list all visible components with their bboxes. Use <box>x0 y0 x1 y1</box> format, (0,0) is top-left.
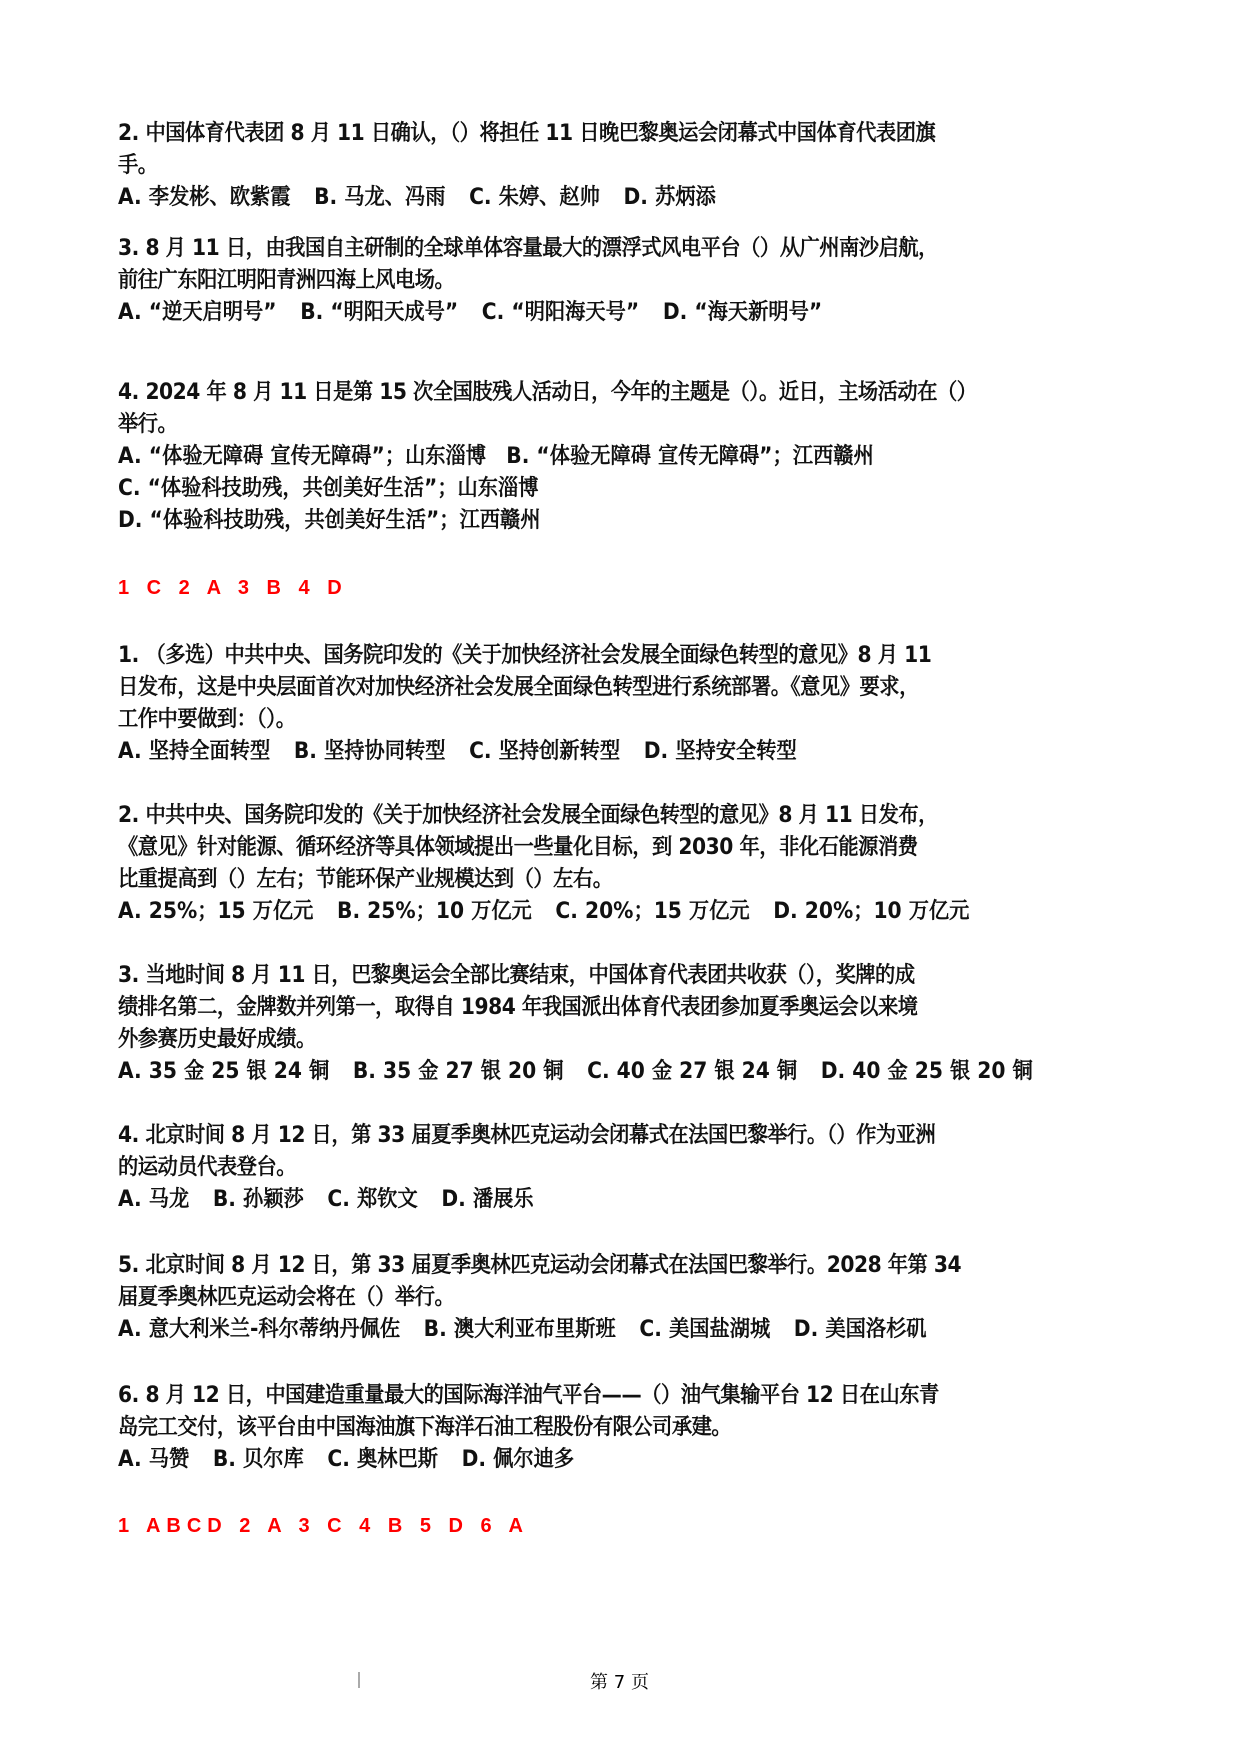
option-b: B. 35 金 27 银 20 铜 <box>352 1059 564 1084</box>
question-text: 《意见》针对能源、循环经济等具体领域提出一些量化目标，到 2030 年，非化石能源消费 <box>118 835 918 860</box>
option-c: C. 奥林巴斯 <box>327 1447 438 1472</box>
question-text: 3. 当地时间 8 月 11 日，巴黎奥运会全部比赛结束，中国体育代表团共收获（），奖牌的成 <box>118 963 915 988</box>
option-a: A. 意大利米兰-科尔蒂纳丹佩佐 <box>118 1317 401 1342</box>
option-d: D. “海天新明号” <box>662 300 823 325</box>
question-s2-q4 <box>118 1120 1128 1216</box>
question-text: 举行。 <box>118 412 178 437</box>
option-a: A. 马赞 <box>118 1447 190 1472</box>
option-b: B. 孙颖莎 <box>212 1187 304 1212</box>
option-d: D. 40 金 25 银 20 铜 <box>820 1059 1033 1084</box>
option-a: A. 李发彬、欧紫霞 <box>118 185 291 210</box>
option-b: B. 澳大利亚布里斯班 <box>423 1317 616 1342</box>
question-s1-q2 <box>118 118 1128 214</box>
option-c: C. 40 金 27 银 24 铜 <box>587 1059 798 1084</box>
question-text: 比重提高到（）左右；节能环保产业规模达到（）左右。 <box>118 867 613 892</box>
option-d: D. 20%；10 万亿元 <box>773 899 970 924</box>
options-row <box>118 736 1047 768</box>
options-line: D. “体验科技助残，共创美好生活”；江西赣州 <box>118 508 541 533</box>
options-row <box>118 182 1047 214</box>
option-d: D. 坚持安全转型 <box>643 739 797 764</box>
question-text: 日发布，这是中央层面首次对加快经济社会发展全面绿色转型进行系统部署。《意见》要求， <box>118 675 919 700</box>
options-row <box>118 1184 1047 1216</box>
question-text: 手。 <box>118 153 158 178</box>
options-row <box>118 297 1047 329</box>
option-d: D. 苏炳添 <box>623 185 716 210</box>
option-a: A. 35 金 25 银 24 铜 <box>118 1059 330 1084</box>
question-text: 6. 8 月 12 日，中国建造重量最大的国际海洋油气平台——（）油气集输平台 12 日在山东青 <box>118 1383 939 1408</box>
option-a: A. “逆天启明号” <box>118 300 277 325</box>
question-text: 岛完工交付，该平台由中国海油旗下海洋石油工程股份有限公司承建。 <box>118 1415 732 1440</box>
question-text: 届夏季奥林匹克运动会将在（）举行。 <box>118 1285 455 1310</box>
question-s2-q5 <box>118 1250 1128 1346</box>
option-c: C. “明阳海天号” <box>481 300 640 325</box>
option-b: B. 25%；10 万亿元 <box>337 899 532 924</box>
answer-key-section1: 1 C 2 A 3 B 4 D <box>118 577 348 599</box>
option-b: B. “明阳天成号” <box>300 300 459 325</box>
option-c: C. 朱婷、赵帅 <box>469 185 600 210</box>
question-text: 外参赛历史最好成绩。 <box>118 1027 316 1052</box>
question-text: 的运动员代表登台。 <box>118 1155 297 1180</box>
question-text: 3. 8 月 11 日，由我国自主研制的全球单体容量最大的漂浮式风电平台（）从广州南沙启航， <box>118 236 938 261</box>
question-text: 前往广东阳江明阳青洲四海上风电场。 <box>118 268 455 293</box>
question-text: 2. 中国体育代表团 8 月 11 日确认，（）将担任 11 日晚巴黎奥运会闭幕式中国体育代表团旗 <box>118 121 936 146</box>
question-s2-q6 <box>118 1380 1128 1476</box>
options-row <box>118 1314 1047 1346</box>
question-s2-q2 <box>118 800 1128 928</box>
question-text: 4. 北京时间 8 月 12 日，第 33 届夏季奥林匹克运动会闭幕式在法国巴黎举行。（）作为亚洲 <box>118 1123 936 1148</box>
option-c: C. 坚持创新转型 <box>469 739 621 764</box>
option-a: A. 25%；15 万亿元 <box>118 899 314 924</box>
question-s2-q1 <box>118 640 1128 768</box>
option-a: A. 马龙 <box>118 1187 190 1212</box>
option-b: B. 贝尔库 <box>212 1447 304 1472</box>
options-line: C. “体验科技助残，共创美好生活”；山东淄博 <box>118 476 539 501</box>
question-text: 2. 中共中央、国务院印发的《关于加快经济社会发展全面绿色转型的意见》8 月 11 日发布， <box>118 803 938 828</box>
question-s1-q4 <box>118 377 1128 537</box>
option-d: D. 佩尔迪多 <box>461 1447 575 1472</box>
option-d: D. 美国洛杉矶 <box>793 1317 927 1342</box>
option-c: C. 郑钦文 <box>327 1187 418 1212</box>
option-a: A. 坚持全面转型 <box>118 739 271 764</box>
question-text: 绩排名第二，金牌数并列第一，取得自 1984 年我国派出体育代表团参加夏季奥运会以来境 <box>118 995 918 1020</box>
options-row <box>118 1056 1047 1088</box>
options-row <box>118 896 1047 928</box>
option-c: C. 20%；15 万亿元 <box>555 899 750 924</box>
question-text: 5. 北京时间 8 月 12 日，第 33 届夏季奥林匹克运动会闭幕式在法国巴黎举行。2028 年第 34 <box>118 1253 962 1278</box>
option-b: B. 马龙、冯雨 <box>314 185 446 210</box>
question-text: 工作中要做到：（）。 <box>118 707 296 732</box>
answer-key-section2: 1 ABCD 2 A 3 C 4 B 5 D 6 A <box>118 1515 529 1537</box>
page-number: 第 7 页 <box>590 1672 649 1693</box>
question-s2-q3 <box>118 960 1128 1088</box>
question-text: 1. （多选）中共中央、国务院印发的《关于加快经济社会发展全面绿色转型的意见》8 月 11 <box>118 643 932 668</box>
question-text: 4. 2024 年 8 月 11 日是第 15 次全国肢残人活动日，今年的主题是（）。近日，主场活动在（） <box>118 380 977 405</box>
options-line: A. “体验无障碍 宣传无障碍”；山东淄博 B. “体验无障碍 宣传无障碍”；江西赣州 <box>118 444 874 469</box>
options-row <box>118 1444 1047 1476</box>
option-b: B. 坚持协同转型 <box>293 739 446 764</box>
option-c: C. 美国盐湖城 <box>639 1317 771 1342</box>
question-s1-q3 <box>118 233 1128 329</box>
option-d: D. 潘展乐 <box>441 1187 534 1212</box>
